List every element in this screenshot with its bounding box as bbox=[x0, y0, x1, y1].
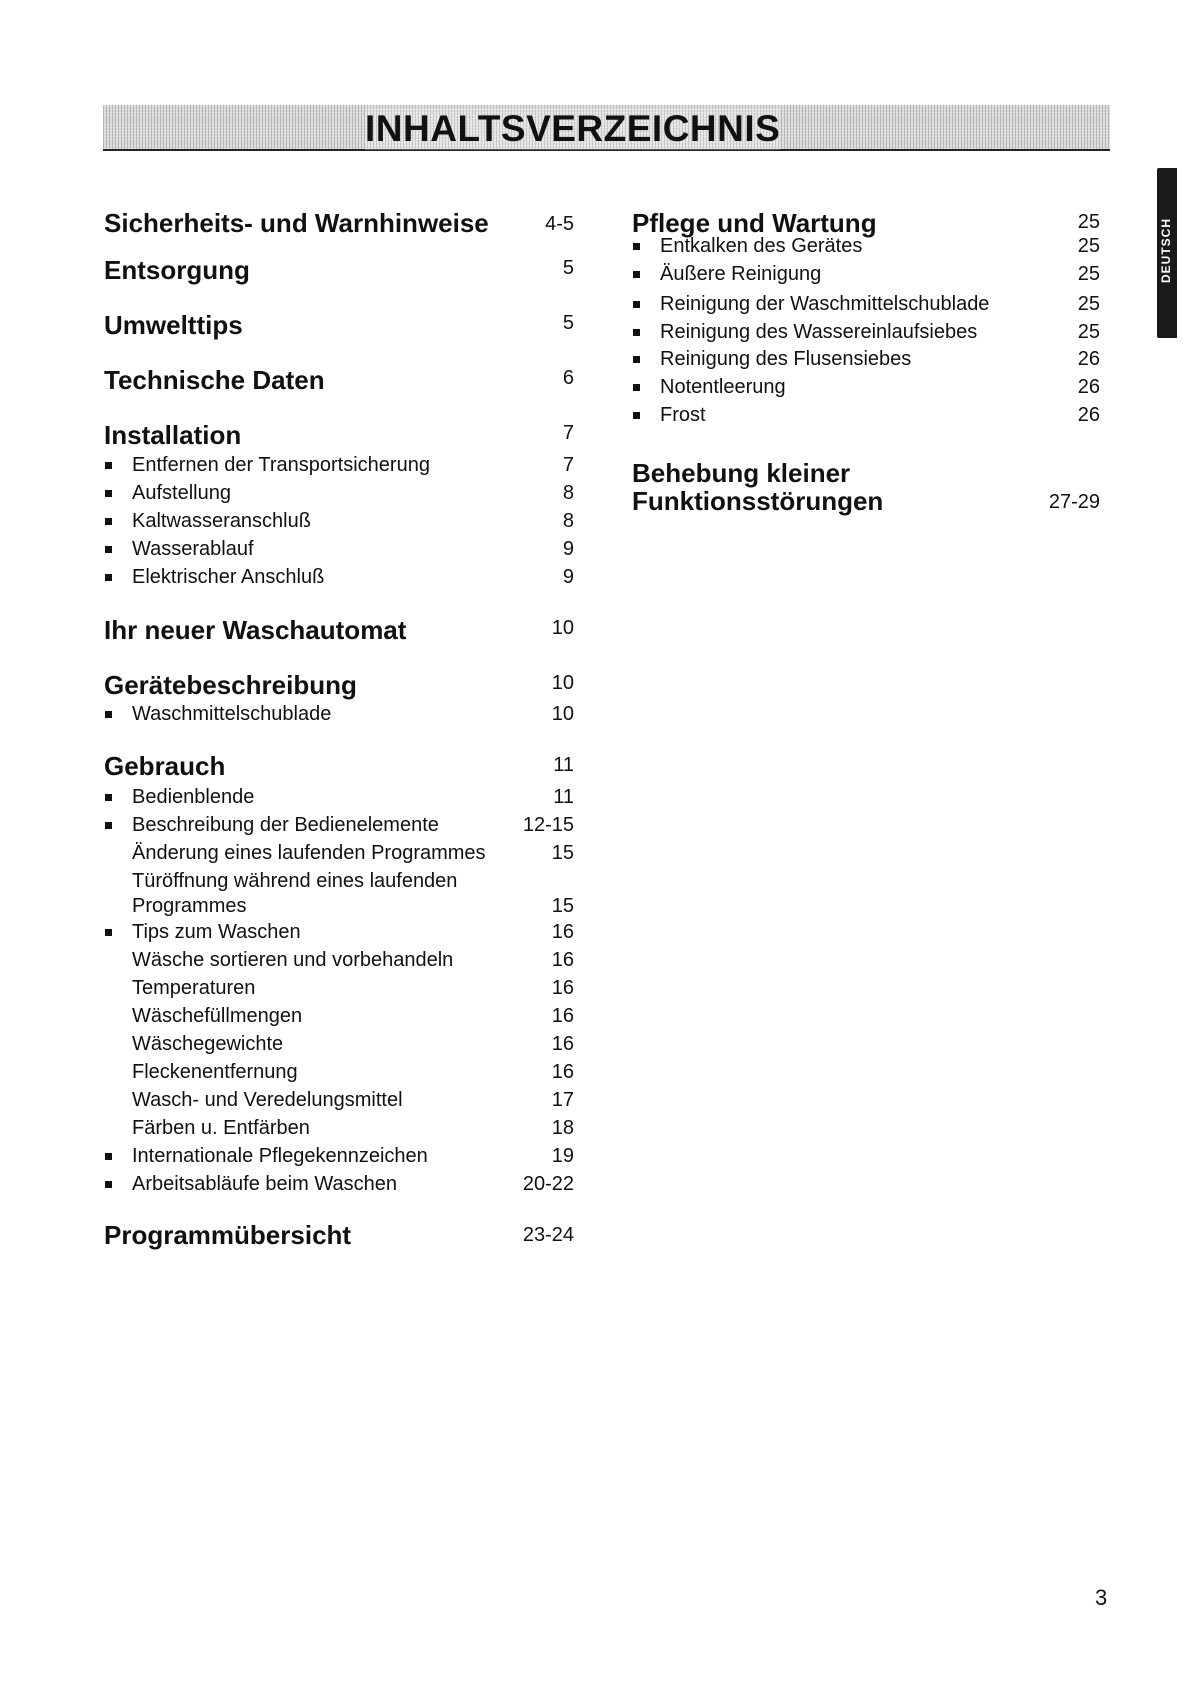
toc-entry-text: Beschreibung der Bedienelemente bbox=[132, 814, 439, 836]
bullet-icon bbox=[633, 271, 640, 278]
section-page-number: 10 bbox=[551, 672, 574, 694]
section-title: Technische Daten bbox=[104, 365, 325, 395]
language-tab-label: DEUTSCH bbox=[1159, 217, 1173, 283]
section-page-number: 27-29 bbox=[1048, 491, 1100, 513]
toc-entry-page: 16 bbox=[551, 1033, 574, 1055]
toc-entry-page: 26 bbox=[1077, 348, 1100, 370]
bullet-icon bbox=[105, 462, 112, 469]
page-title: INHALTSVERZEICHNIS bbox=[365, 108, 781, 149]
toc-entry-page: 26 bbox=[1077, 404, 1100, 426]
section-page-number: 10 bbox=[551, 617, 574, 639]
toc-entry-text: Färben u. Entfärben bbox=[132, 1117, 310, 1139]
toc-entry-page: 9 bbox=[562, 538, 574, 560]
toc-entry-text: Arbeitsabläufe beim Waschen bbox=[132, 1173, 397, 1195]
section-title: Behebung kleiner bbox=[632, 458, 851, 488]
bullet-icon bbox=[633, 412, 640, 419]
toc-entry-text: Wasserablauf bbox=[132, 538, 254, 560]
toc-entry-page: 11 bbox=[553, 786, 574, 808]
section-title: Sicherheits- und Warnhinweise bbox=[104, 208, 489, 238]
bullet-icon bbox=[105, 574, 112, 581]
toc-entry-page: 16 bbox=[551, 977, 574, 999]
toc-entry-page: 19 bbox=[551, 1145, 574, 1167]
toc-entry-text: Waschmittelschublade bbox=[132, 703, 332, 725]
section-title: Gebrauch bbox=[104, 751, 226, 781]
toc-entry-text: Internationale Pflegekennzeichen bbox=[132, 1145, 428, 1167]
section-page-number: 7 bbox=[562, 422, 574, 444]
bullet-icon bbox=[105, 822, 112, 829]
toc-entry-text: Elektrischer Anschluß bbox=[132, 566, 325, 588]
section-page-number: 6 bbox=[562, 367, 574, 389]
section-title: Umwelttips bbox=[104, 310, 243, 340]
section-title: Installation bbox=[104, 420, 242, 450]
toc-entry-text: Notentleerung bbox=[660, 376, 786, 398]
toc-entry-page: 8 bbox=[562, 510, 574, 532]
page-number: 3 bbox=[1095, 1585, 1108, 1610]
section-title: Entsorgung bbox=[104, 255, 250, 285]
toc-entry-text: Wäsche sortieren und vorbehandeln bbox=[132, 949, 454, 971]
toc-entry-text: Äußere Reinigung bbox=[660, 263, 822, 285]
section-page-number: 11 bbox=[553, 754, 574, 776]
toc-entry-page: 7 bbox=[562, 454, 574, 476]
toc-entry-page: 16 bbox=[551, 1005, 574, 1027]
toc-entry-page: 25 bbox=[1077, 263, 1100, 285]
toc-entry-page: 25 bbox=[1077, 293, 1100, 315]
toc-entry-text: Bedienblende bbox=[132, 786, 255, 808]
toc-entry-page: 16 bbox=[551, 1061, 574, 1083]
bullet-icon bbox=[633, 356, 640, 363]
bullet-icon bbox=[105, 1181, 112, 1188]
toc-entry-page: 15 bbox=[551, 842, 574, 864]
bullet-icon bbox=[105, 929, 112, 936]
toc-entry-text: Programmes bbox=[132, 895, 247, 917]
section-page-number: 25 bbox=[1077, 211, 1100, 233]
toc-entry-text: Wäschegewichte bbox=[132, 1033, 284, 1055]
toc-entry-text: Wäschefüllmengen bbox=[132, 1005, 303, 1027]
toc-entry-page: 20-22 bbox=[522, 1173, 574, 1195]
toc-entry-text: Entkalken des Gerätes bbox=[660, 235, 863, 257]
toc-entry-text: Wasch- und Veredelungsmittel bbox=[132, 1089, 403, 1111]
bullet-icon bbox=[633, 301, 640, 308]
toc-entry-page: 9 bbox=[562, 566, 574, 588]
toc-entry-text: Reinigung des Wassereinlaufsiebes bbox=[660, 321, 978, 343]
toc-entry-page: 16 bbox=[551, 921, 574, 943]
toc-entry-page: 15 bbox=[551, 895, 574, 917]
toc-entry-page: 18 bbox=[551, 1117, 574, 1139]
bullet-icon bbox=[105, 546, 112, 553]
toc-entry-text: Tips zum Waschen bbox=[132, 921, 301, 943]
toc-entry-text: Änderung eines laufenden Programmes bbox=[132, 842, 486, 864]
toc-entry-page: 10 bbox=[551, 703, 574, 725]
section-page-number: 5 bbox=[562, 312, 574, 334]
toc-entry-page: 25 bbox=[1077, 235, 1100, 257]
toc-entry-page: 8 bbox=[562, 482, 574, 504]
toc-entry-page: 17 bbox=[551, 1089, 574, 1111]
section-title: Gerätebeschreibung bbox=[104, 670, 357, 700]
section-page-number: 5 bbox=[562, 257, 574, 279]
toc-entry-text: Kaltwasseranschluß bbox=[132, 510, 311, 532]
toc-entry-text: Temperaturen bbox=[132, 977, 256, 999]
bullet-icon bbox=[105, 1153, 112, 1160]
bullet-icon bbox=[105, 518, 112, 525]
section-page-number: 23-24 bbox=[522, 1224, 574, 1246]
toc-entry-text: Frost bbox=[660, 404, 706, 426]
bullet-icon bbox=[633, 329, 640, 336]
toc-entry-text: Reinigung der Waschmittelschublade bbox=[660, 293, 990, 315]
toc-entry-page: 16 bbox=[551, 949, 574, 971]
toc-entry-text: Entfernen der Transportsicherung bbox=[132, 454, 430, 476]
section-title: Ihr neuer Waschautomat bbox=[104, 615, 407, 645]
bullet-icon bbox=[633, 243, 640, 250]
section-page-number: 4-5 bbox=[545, 213, 574, 235]
toc-entry-text: Türöffnung während eines laufenden bbox=[132, 870, 458, 892]
toc-entry-page: 12-15 bbox=[522, 814, 574, 836]
section-title: Funktionsstörungen bbox=[632, 486, 884, 516]
bullet-icon bbox=[633, 384, 640, 391]
section-title: Pflege und Wartung bbox=[632, 208, 877, 238]
toc-entry-page: 26 bbox=[1077, 376, 1100, 398]
toc-entry-text: Aufstellung bbox=[132, 482, 231, 504]
bullet-icon bbox=[105, 711, 112, 718]
section-title: Programmübersicht bbox=[104, 1220, 352, 1250]
bullet-icon bbox=[105, 490, 112, 497]
toc-entry-page: 25 bbox=[1077, 321, 1100, 343]
toc-entry-text: Fleckenentfernung bbox=[132, 1061, 298, 1083]
bullet-icon bbox=[105, 794, 112, 801]
toc-entry-text: Reinigung des Flusensiebes bbox=[660, 348, 912, 370]
